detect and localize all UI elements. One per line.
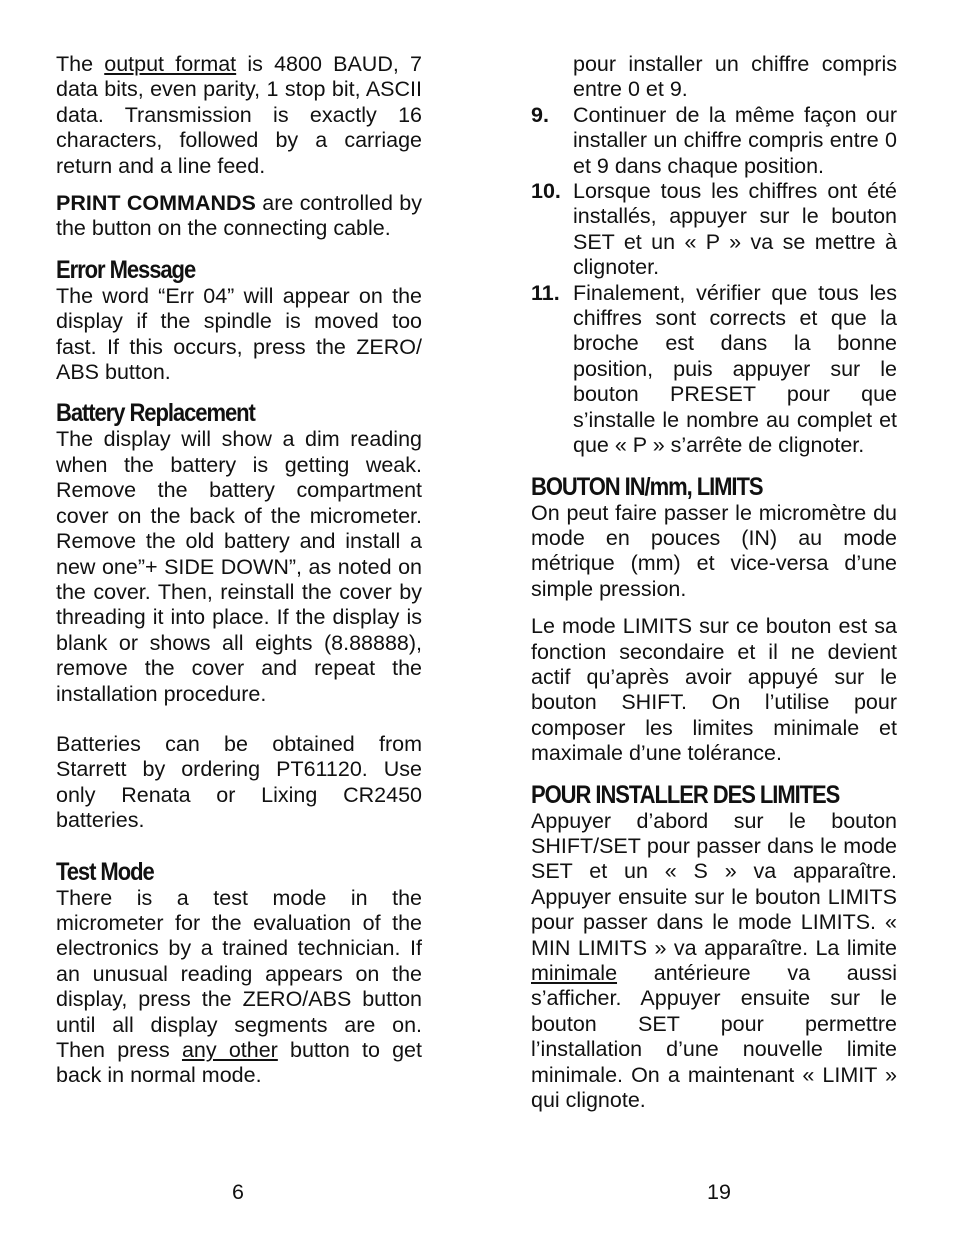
bouton-in-mm-body: On peut faire passer le micromètre du mode en pouces (IN) au mode métrique (mm) et vice-versa d’une simple pression. <box>531 500 897 601</box>
text-span: are controlled by the button on the connecting cable. <box>56 191 422 241</box>
paragraph-spacer <box>56 707 422 732</box>
any-other-term: any other <box>181 1038 278 1062</box>
step-continuation: pour installer un chiffre compris entre 0 et 9. <box>573 52 897 102</box>
print-commands-term: PRINT COMMANDS <box>56 191 256 216</box>
battery-replacement-heading: Battery Replacement <box>56 399 255 428</box>
list-item <box>531 103 897 179</box>
battery-replacement-body: The display will show a dim reading when the battery is getting weak. Remove the battery compartment cover on the back of the micrometer. Remove the old battery and install a new one”+ SIDE DOWN”, as noted on the cover. Then, reinstall the cover by threading it into place. If the display is blank or shows all eights (8.88888), remove the cover and repeat the installation procedure. <box>56 427 422 706</box>
text-span: Appuyer d’abord sur le bouton SHIFT/SET pour passer dans le mode SET et un « S » va apparaître. Appuyer ensuite sur le bouton LIMITS pour passer dans le mode LIMITS. « MIN LIMITS » va apparaître. La limite <box>531 808 897 960</box>
step-number: 11. <box>531 280 560 305</box>
list-item <box>531 179 897 281</box>
left-column <box>56 52 422 1089</box>
test-mode-body <box>56 886 422 1089</box>
step-text: Lorsque tous les chiffres ont été installés, appuyer sur le bouton SET et un « P » va se mettre à clignoter. <box>573 179 897 280</box>
page-number-left: 6 <box>232 1180 244 1204</box>
bouton-in-mm-heading: BOUTON IN/mm, LIMITS <box>531 472 763 501</box>
text-span: antérieure va aussi s’afficher. Appuyer ensuite sur le bouton SET pour permettre l’installation d’une nouvelle limite minimale. On a maintenant « LIMIT » qui clignote. <box>531 961 897 1113</box>
text-span: is 4800 BAUD, 7 data bits, even parity, 1 stop bit, ASCII data. Transmission is exactly 16 characters, followed by a carriage return and a line feed. <box>56 52 422 178</box>
list-item <box>531 281 897 459</box>
text-span: There is a test mode in the micrometer for the evaluation of the electronics by a trained technician. If an unusual reading appears on the display, press the ZERO/ABS button until all display segments are on. Then press <box>56 885 422 1062</box>
step-number: 9. <box>531 102 549 127</box>
text-span: button to get back in normal mode. <box>56 1038 422 1088</box>
step-number: 10. <box>531 179 561 204</box>
right-column <box>531 52 897 1113</box>
error-message-body: The word “Err 04” will appear on the display if the spindle is moved too fast. If this occurs, press the ZERO/ ABS button. <box>56 283 422 385</box>
limits-mode-body: Le mode LIMITS sur ce bouton est sa fonction secondaire et il ne devient actif qu’après avoir appuyé sur le bouton SHIFT. On l’utilise pour composer les limites minimale et maximale d’une tolérance. <box>531 614 897 766</box>
output-format-paragraph <box>56 52 422 179</box>
test-mode-heading: Test Mode <box>56 857 154 886</box>
page-number-right: 19 <box>707 1180 731 1204</box>
step-text: Finalement, vérifier que tous les chiffres sont corrects et que la broche est dans la bonne position, puis appuyer sur le bouton PRESET pour que s’installe le nombre au complet et que « P » s’arrête de clignoter. <box>573 280 897 458</box>
minimale-term: minimale <box>531 961 618 985</box>
step-text: Continuer de la même façon our installer un chiffre compris entre 0 et 9 dans chaque position. <box>573 102 897 178</box>
battery-ordering-body: Batteries can be obtained from Starrett by ordering PT61120. Use only Renata or Lixing CR2450 batteries. <box>56 731 422 833</box>
installer-limites-heading: POUR INSTALLER DES LIMITES <box>531 780 840 809</box>
print-commands-paragraph <box>56 191 422 242</box>
text-span: The <box>56 52 105 76</box>
paragraph-spacer <box>56 834 422 844</box>
output-format-term: output format <box>104 52 237 76</box>
error-message-heading: Error Message <box>56 255 196 284</box>
installer-limites-body <box>531 809 897 1114</box>
